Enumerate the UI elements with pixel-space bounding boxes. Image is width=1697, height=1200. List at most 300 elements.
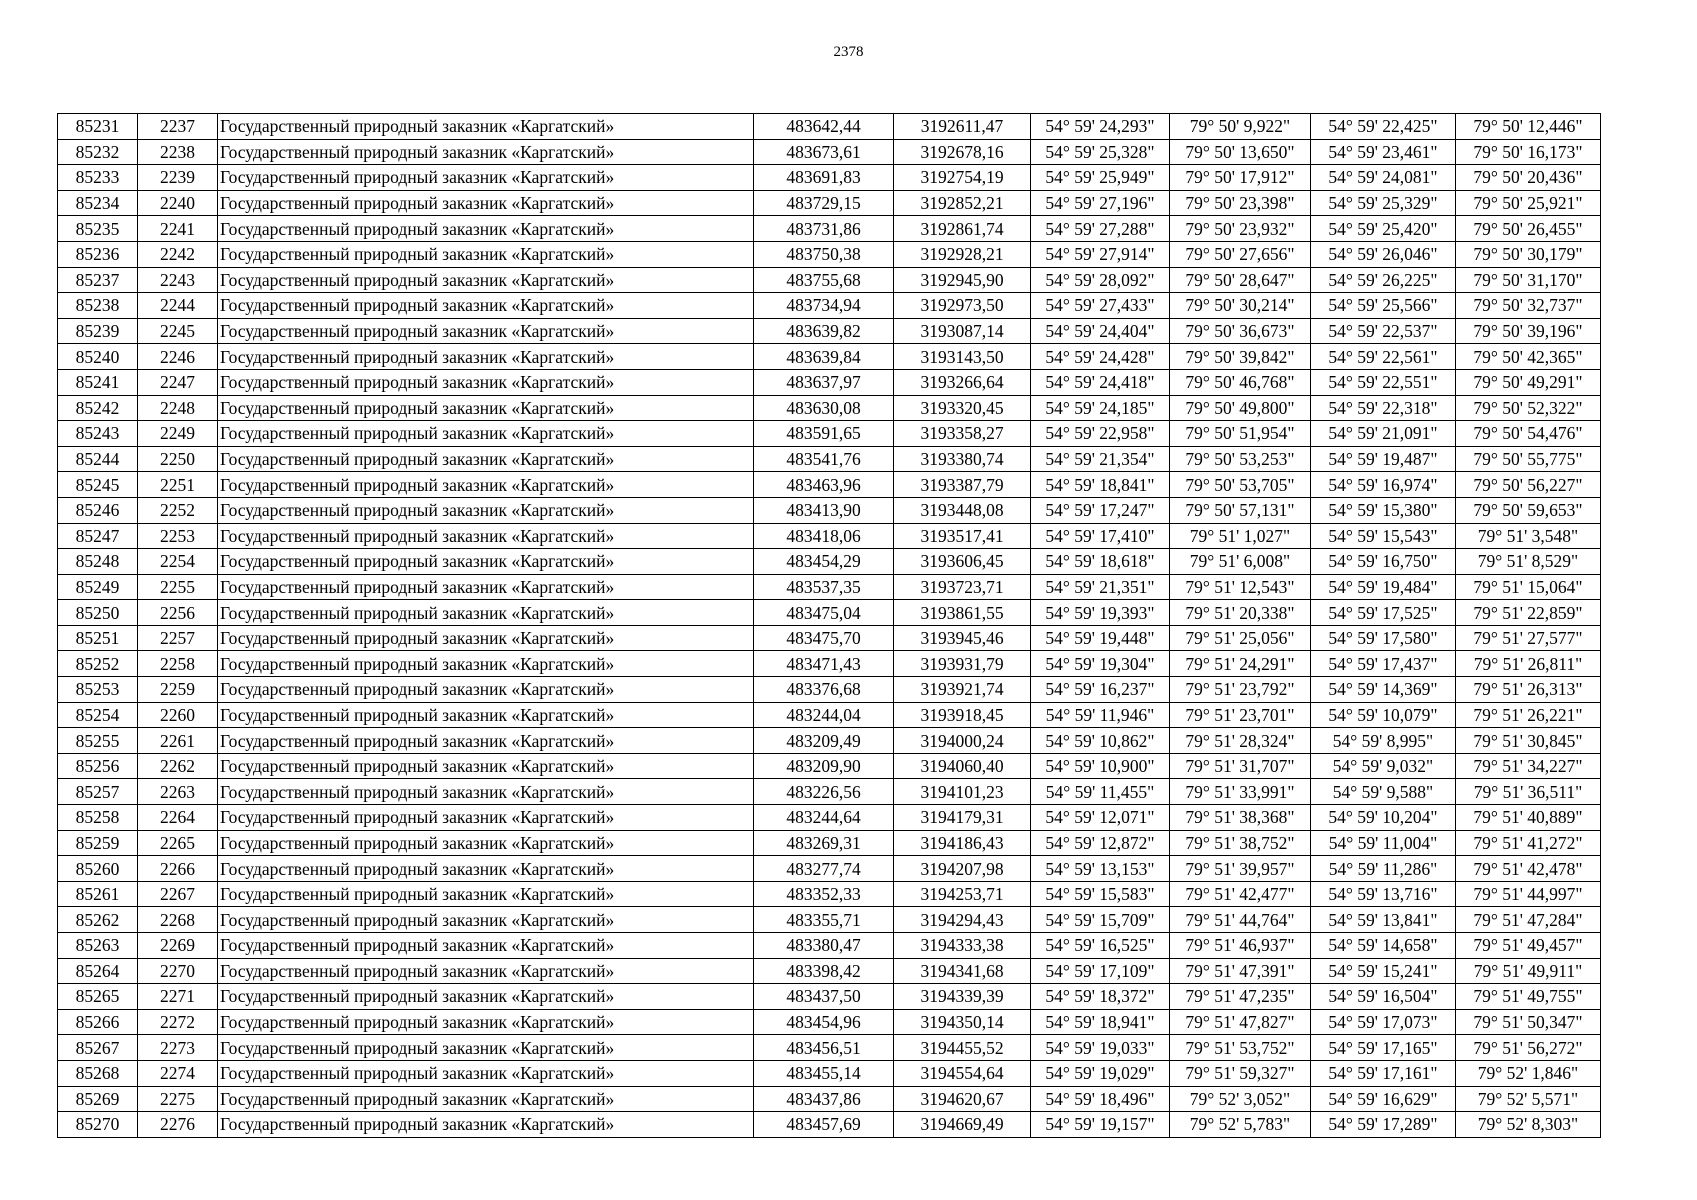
cell-point-number: 2259 bbox=[138, 677, 218, 703]
cell-record-number: 85267 bbox=[58, 1035, 138, 1061]
cell-coord-y: 3192678,16 bbox=[894, 139, 1031, 165]
cell-lat-2: 54° 59' 25,420" bbox=[1311, 216, 1456, 242]
cell-object-name: Государственный природный заказник «Каргатский» bbox=[218, 574, 754, 600]
cell-lon-2: 79° 50' 20,436" bbox=[1456, 165, 1601, 191]
cell-lon-2: 79° 52' 8,303" bbox=[1456, 1112, 1601, 1138]
cell-lat-2: 54° 59' 14,369" bbox=[1311, 677, 1456, 703]
cell-coord-x: 483471,43 bbox=[754, 651, 894, 677]
cell-lat-2: 54° 59' 14,658" bbox=[1311, 933, 1456, 959]
cell-lat-2: 54° 59' 24,081" bbox=[1311, 165, 1456, 191]
cell-coord-y: 3192861,74 bbox=[894, 216, 1031, 242]
cell-object-name: Государственный природный заказник «Каргатский» bbox=[218, 318, 754, 344]
cell-lat-1: 54° 59' 19,304" bbox=[1031, 651, 1170, 677]
cell-lon-1: 79° 50' 57,131" bbox=[1170, 497, 1311, 523]
cell-object-name: Государственный природный заказник «Каргатский» bbox=[218, 241, 754, 267]
table-row bbox=[58, 421, 1601, 447]
cell-coord-x: 483244,04 bbox=[754, 702, 894, 728]
cell-coord-y: 3194350,14 bbox=[894, 1009, 1031, 1035]
cell-object-name: Государственный природный заказник «Каргатский» bbox=[218, 369, 754, 395]
table-row bbox=[58, 805, 1601, 831]
cell-coord-x: 483209,49 bbox=[754, 728, 894, 754]
cell-lat-1: 54° 59' 24,293" bbox=[1031, 114, 1170, 140]
cell-coord-y: 3193380,74 bbox=[894, 446, 1031, 472]
cell-lon-2: 79° 51' 49,911" bbox=[1456, 958, 1601, 984]
cell-object-name: Государственный природный заказник «Каргатский» bbox=[218, 702, 754, 728]
cell-coord-y: 3194669,49 bbox=[894, 1112, 1031, 1138]
cell-object-name: Государственный природный заказник «Каргатский» bbox=[218, 267, 754, 293]
table-row bbox=[58, 549, 1601, 575]
cell-coord-y: 3194341,68 bbox=[894, 958, 1031, 984]
cell-coord-y: 3194620,67 bbox=[894, 1086, 1031, 1112]
table-row bbox=[58, 216, 1601, 242]
cell-lat-2: 54° 59' 23,461" bbox=[1311, 139, 1456, 165]
cell-lon-1: 79° 51' 23,792" bbox=[1170, 677, 1311, 703]
cell-point-number: 2246 bbox=[138, 344, 218, 370]
cell-coord-y: 3193320,45 bbox=[894, 395, 1031, 421]
cell-object-name: Государственный природный заказник «Каргатский» bbox=[218, 190, 754, 216]
cell-coord-y: 3194060,40 bbox=[894, 753, 1031, 779]
cell-coord-y: 3194186,43 bbox=[894, 830, 1031, 856]
cell-record-number: 85262 bbox=[58, 907, 138, 933]
cell-lat-2: 54° 59' 15,241" bbox=[1311, 958, 1456, 984]
cell-lat-1: 54° 59' 28,092" bbox=[1031, 267, 1170, 293]
cell-point-number: 2251 bbox=[138, 472, 218, 498]
table-row bbox=[58, 1035, 1601, 1061]
table-row bbox=[58, 472, 1601, 498]
cell-coord-y: 3192973,50 bbox=[894, 293, 1031, 319]
cell-lon-1: 79° 51' 24,291" bbox=[1170, 651, 1311, 677]
cell-lon-2: 79° 51' 49,755" bbox=[1456, 984, 1601, 1010]
cell-record-number: 85235 bbox=[58, 216, 138, 242]
cell-point-number: 2275 bbox=[138, 1086, 218, 1112]
cell-lat-1: 54° 59' 19,029" bbox=[1031, 1060, 1170, 1086]
table-row bbox=[58, 651, 1601, 677]
cell-object-name: Государственный природный заказник «Каргатский» bbox=[218, 984, 754, 1010]
cell-lon-2: 79° 50' 25,921" bbox=[1456, 190, 1601, 216]
cell-record-number: 85258 bbox=[58, 805, 138, 831]
table-row bbox=[58, 318, 1601, 344]
cell-object-name: Государственный природный заказник «Каргатский» bbox=[218, 830, 754, 856]
cell-lat-2: 54° 59' 17,161" bbox=[1311, 1060, 1456, 1086]
cell-point-number: 2242 bbox=[138, 241, 218, 267]
cell-lat-2: 54° 59' 19,487" bbox=[1311, 446, 1456, 472]
cell-record-number: 85234 bbox=[58, 190, 138, 216]
cell-record-number: 85251 bbox=[58, 625, 138, 651]
cell-point-number: 2240 bbox=[138, 190, 218, 216]
cell-coord-y: 3192928,21 bbox=[894, 241, 1031, 267]
cell-lat-1: 54° 59' 11,946" bbox=[1031, 702, 1170, 728]
cell-coord-x: 483673,61 bbox=[754, 139, 894, 165]
cell-lon-1: 79° 52' 3,052" bbox=[1170, 1086, 1311, 1112]
cell-lon-1: 79° 51' 6,008" bbox=[1170, 549, 1311, 575]
cell-coord-x: 483209,90 bbox=[754, 753, 894, 779]
cell-object-name: Государственный природный заказник «Каргатский» bbox=[218, 1086, 754, 1112]
cell-point-number: 2271 bbox=[138, 984, 218, 1010]
cell-point-number: 2250 bbox=[138, 446, 218, 472]
table-row bbox=[58, 293, 1601, 319]
cell-lon-1: 79° 51' 39,957" bbox=[1170, 856, 1311, 882]
table-body bbox=[58, 114, 1601, 1138]
cell-record-number: 85238 bbox=[58, 293, 138, 319]
cell-lon-2: 79° 50' 30,179" bbox=[1456, 241, 1601, 267]
cell-object-name: Государственный природный заказник «Каргатский» bbox=[218, 1009, 754, 1035]
cell-lat-1: 54° 59' 17,410" bbox=[1031, 523, 1170, 549]
cell-coord-x: 483541,76 bbox=[754, 446, 894, 472]
cell-lon-1: 79° 51' 46,937" bbox=[1170, 933, 1311, 959]
cell-lon-1: 79° 50' 17,912" bbox=[1170, 165, 1311, 191]
cell-lon-1: 79° 50' 46,768" bbox=[1170, 369, 1311, 395]
cell-record-number: 85269 bbox=[58, 1086, 138, 1112]
table-row bbox=[58, 165, 1601, 191]
cell-coord-y: 3193087,14 bbox=[894, 318, 1031, 344]
cell-coord-y: 3193723,71 bbox=[894, 574, 1031, 600]
cell-lat-2: 54° 59' 16,750" bbox=[1311, 549, 1456, 575]
cell-coord-x: 483642,44 bbox=[754, 114, 894, 140]
cell-point-number: 2239 bbox=[138, 165, 218, 191]
cell-lon-1: 79° 51' 25,056" bbox=[1170, 625, 1311, 651]
cell-lat-1: 54° 59' 18,941" bbox=[1031, 1009, 1170, 1035]
cell-lat-2: 54° 59' 16,504" bbox=[1311, 984, 1456, 1010]
cell-object-name: Государственный природный заказник «Каргатский» bbox=[218, 728, 754, 754]
cell-object-name: Государственный природный заказник «Каргатский» bbox=[218, 293, 754, 319]
cell-lon-1: 79° 51' 47,827" bbox=[1170, 1009, 1311, 1035]
cell-record-number: 85243 bbox=[58, 421, 138, 447]
cell-point-number: 2255 bbox=[138, 574, 218, 600]
cell-lon-2: 79° 50' 54,476" bbox=[1456, 421, 1601, 447]
cell-object-name: Государственный природный заказник «Каргатский» bbox=[218, 165, 754, 191]
cell-lat-1: 54° 59' 21,351" bbox=[1031, 574, 1170, 600]
cell-lon-2: 79° 50' 52,322" bbox=[1456, 395, 1601, 421]
cell-lon-2: 79° 51' 26,313" bbox=[1456, 677, 1601, 703]
table-row bbox=[58, 497, 1601, 523]
cell-coord-x: 483639,82 bbox=[754, 318, 894, 344]
cell-coord-y: 3192611,47 bbox=[894, 114, 1031, 140]
cell-object-name: Государственный природный заказник «Каргатский» bbox=[218, 625, 754, 651]
cell-coord-x: 483475,70 bbox=[754, 625, 894, 651]
cell-point-number: 2249 bbox=[138, 421, 218, 447]
table-row bbox=[58, 779, 1601, 805]
cell-record-number: 85246 bbox=[58, 497, 138, 523]
cell-record-number: 85237 bbox=[58, 267, 138, 293]
cell-coord-x: 483269,31 bbox=[754, 830, 894, 856]
cell-lon-1: 79° 51' 38,368" bbox=[1170, 805, 1311, 831]
cell-point-number: 2273 bbox=[138, 1035, 218, 1061]
cell-lat-1: 54° 59' 19,033" bbox=[1031, 1035, 1170, 1061]
cell-object-name: Государственный природный заказник «Каргатский» bbox=[218, 651, 754, 677]
cell-object-name: Государственный природный заказник «Каргатский» bbox=[218, 1060, 754, 1086]
cell-coord-x: 483457,69 bbox=[754, 1112, 894, 1138]
cell-lon-1: 79° 50' 51,954" bbox=[1170, 421, 1311, 447]
cell-point-number: 2244 bbox=[138, 293, 218, 319]
cell-lat-1: 54° 59' 27,288" bbox=[1031, 216, 1170, 242]
cell-lat-1: 54° 59' 12,071" bbox=[1031, 805, 1170, 831]
cell-record-number: 85260 bbox=[58, 856, 138, 882]
cell-lat-2: 54° 59' 17,437" bbox=[1311, 651, 1456, 677]
cell-lon-1: 79° 50' 53,705" bbox=[1170, 472, 1311, 498]
cell-record-number: 85259 bbox=[58, 830, 138, 856]
cell-coord-x: 483398,42 bbox=[754, 958, 894, 984]
cell-point-number: 2266 bbox=[138, 856, 218, 882]
cell-lon-2: 79° 50' 55,775" bbox=[1456, 446, 1601, 472]
cell-lon-1: 79° 51' 47,235" bbox=[1170, 984, 1311, 1010]
cell-lon-2: 79° 50' 26,455" bbox=[1456, 216, 1601, 242]
cell-lon-2: 79° 51' 30,845" bbox=[1456, 728, 1601, 754]
cell-coord-x: 483380,47 bbox=[754, 933, 894, 959]
cell-point-number: 2264 bbox=[138, 805, 218, 831]
cell-lon-2: 79° 51' 56,272" bbox=[1456, 1035, 1601, 1061]
table-row bbox=[58, 984, 1601, 1010]
cell-lon-1: 79° 50' 23,398" bbox=[1170, 190, 1311, 216]
cell-point-number: 2260 bbox=[138, 702, 218, 728]
cell-coord-x: 483630,08 bbox=[754, 395, 894, 421]
cell-object-name: Государственный природный заказник «Каргатский» bbox=[218, 114, 754, 140]
cell-point-number: 2241 bbox=[138, 216, 218, 242]
cell-point-number: 2257 bbox=[138, 625, 218, 651]
cell-lon-2: 79° 50' 16,173" bbox=[1456, 139, 1601, 165]
cell-lat-2: 54° 59' 17,073" bbox=[1311, 1009, 1456, 1035]
cell-coord-y: 3194207,98 bbox=[894, 856, 1031, 882]
table-row bbox=[58, 753, 1601, 779]
cell-record-number: 85263 bbox=[58, 933, 138, 959]
cell-lat-1: 54° 59' 10,900" bbox=[1031, 753, 1170, 779]
cell-object-name: Государственный природный заказник «Каргатский» bbox=[218, 446, 754, 472]
cell-object-name: Государственный природный заказник «Каргатский» bbox=[218, 549, 754, 575]
cell-coord-x: 483413,90 bbox=[754, 497, 894, 523]
cell-lon-1: 79° 50' 39,842" bbox=[1170, 344, 1311, 370]
cell-lon-2: 79° 51' 49,457" bbox=[1456, 933, 1601, 959]
table-row bbox=[58, 881, 1601, 907]
cell-coord-x: 483750,38 bbox=[754, 241, 894, 267]
table-row bbox=[58, 139, 1601, 165]
cell-lat-1: 54° 59' 27,914" bbox=[1031, 241, 1170, 267]
cell-record-number: 85266 bbox=[58, 1009, 138, 1035]
cell-lat-2: 54° 59' 19,484" bbox=[1311, 574, 1456, 600]
table-row bbox=[58, 446, 1601, 472]
coordinates-table bbox=[57, 113, 1601, 1138]
cell-record-number: 85244 bbox=[58, 446, 138, 472]
cell-point-number: 2267 bbox=[138, 881, 218, 907]
cell-lat-1: 54° 59' 25,328" bbox=[1031, 139, 1170, 165]
cell-lat-1: 54° 59' 13,153" bbox=[1031, 856, 1170, 882]
cell-coord-y: 3193861,55 bbox=[894, 600, 1031, 626]
cell-record-number: 85245 bbox=[58, 472, 138, 498]
cell-lat-2: 54° 59' 22,318" bbox=[1311, 395, 1456, 421]
table-row bbox=[58, 523, 1601, 549]
cell-lon-2: 79° 51' 40,889" bbox=[1456, 805, 1601, 831]
cell-lat-2: 54° 59' 16,974" bbox=[1311, 472, 1456, 498]
cell-coord-y: 3194000,24 bbox=[894, 728, 1031, 754]
cell-lon-2: 79° 52' 5,571" bbox=[1456, 1086, 1601, 1112]
table-row bbox=[58, 1086, 1601, 1112]
cell-lat-1: 54° 59' 19,448" bbox=[1031, 625, 1170, 651]
cell-point-number: 2245 bbox=[138, 318, 218, 344]
cell-point-number: 2253 bbox=[138, 523, 218, 549]
cell-lat-2: 54° 59' 10,204" bbox=[1311, 805, 1456, 831]
cell-point-number: 2270 bbox=[138, 958, 218, 984]
cell-point-number: 2269 bbox=[138, 933, 218, 959]
cell-coord-x: 483456,51 bbox=[754, 1035, 894, 1061]
cell-record-number: 85231 bbox=[58, 114, 138, 140]
cell-coord-y: 3193266,64 bbox=[894, 369, 1031, 395]
cell-lon-1: 79° 52' 5,783" bbox=[1170, 1112, 1311, 1138]
cell-lat-1: 54° 59' 18,841" bbox=[1031, 472, 1170, 498]
table-row bbox=[58, 190, 1601, 216]
cell-lon-2: 79° 51' 44,997" bbox=[1456, 881, 1601, 907]
cell-record-number: 85270 bbox=[58, 1112, 138, 1138]
cell-object-name: Государственный природный заказник «Каргатский» bbox=[218, 881, 754, 907]
cell-point-number: 2274 bbox=[138, 1060, 218, 1086]
cell-lat-1: 54° 59' 22,958" bbox=[1031, 421, 1170, 447]
cell-coord-x: 483355,71 bbox=[754, 907, 894, 933]
cell-coord-x: 483475,04 bbox=[754, 600, 894, 626]
cell-record-number: 85261 bbox=[58, 881, 138, 907]
cell-coord-x: 483454,29 bbox=[754, 549, 894, 575]
cell-lat-1: 54° 59' 15,709" bbox=[1031, 907, 1170, 933]
cell-lat-2: 54° 59' 9,032" bbox=[1311, 753, 1456, 779]
cell-lon-1: 79° 51' 20,338" bbox=[1170, 600, 1311, 626]
cell-lat-1: 54° 59' 27,196" bbox=[1031, 190, 1170, 216]
table-row bbox=[58, 395, 1601, 421]
cell-object-name: Государственный природный заказник «Каргатский» bbox=[218, 779, 754, 805]
cell-record-number: 85247 bbox=[58, 523, 138, 549]
cell-lon-2: 79° 50' 42,365" bbox=[1456, 344, 1601, 370]
cell-lat-2: 54° 59' 8,995" bbox=[1311, 728, 1456, 754]
cell-lon-2: 79° 51' 8,529" bbox=[1456, 549, 1601, 575]
cell-record-number: 85265 bbox=[58, 984, 138, 1010]
cell-lon-2: 79° 51' 36,511" bbox=[1456, 779, 1601, 805]
cell-coord-x: 483537,35 bbox=[754, 574, 894, 600]
cell-lon-1: 79° 51' 28,324" bbox=[1170, 728, 1311, 754]
cell-lat-2: 54° 59' 13,716" bbox=[1311, 881, 1456, 907]
cell-coord-y: 3194253,71 bbox=[894, 881, 1031, 907]
cell-lon-1: 79° 51' 1,027" bbox=[1170, 523, 1311, 549]
cell-lat-1: 54° 59' 24,404" bbox=[1031, 318, 1170, 344]
cell-coord-y: 3193931,79 bbox=[894, 651, 1031, 677]
table-row bbox=[58, 830, 1601, 856]
cell-coord-y: 3194179,31 bbox=[894, 805, 1031, 831]
cell-lat-1: 54° 59' 10,862" bbox=[1031, 728, 1170, 754]
cell-coord-y: 3193387,79 bbox=[894, 472, 1031, 498]
cell-lat-2: 54° 59' 21,091" bbox=[1311, 421, 1456, 447]
cell-record-number: 85264 bbox=[58, 958, 138, 984]
cell-lon-2: 79° 50' 39,196" bbox=[1456, 318, 1601, 344]
cell-record-number: 85242 bbox=[58, 395, 138, 421]
cell-lat-1: 54° 59' 18,372" bbox=[1031, 984, 1170, 1010]
cell-coord-x: 483734,94 bbox=[754, 293, 894, 319]
cell-lon-2: 79° 51' 22,859" bbox=[1456, 600, 1601, 626]
table-row bbox=[58, 702, 1601, 728]
cell-point-number: 2265 bbox=[138, 830, 218, 856]
cell-record-number: 85257 bbox=[58, 779, 138, 805]
cell-object-name: Государственный природный заказник «Каргатский» bbox=[218, 600, 754, 626]
cell-lon-1: 79° 51' 33,991" bbox=[1170, 779, 1311, 805]
cell-lon-2: 79° 50' 12,446" bbox=[1456, 114, 1601, 140]
cell-object-name: Государственный природный заказник «Каргатский» bbox=[218, 216, 754, 242]
cell-lat-2: 54° 59' 17,165" bbox=[1311, 1035, 1456, 1061]
cell-record-number: 85240 bbox=[58, 344, 138, 370]
cell-coord-x: 483437,50 bbox=[754, 984, 894, 1010]
cell-lat-1: 54° 59' 17,247" bbox=[1031, 497, 1170, 523]
table-row bbox=[58, 625, 1601, 651]
cell-point-number: 2247 bbox=[138, 369, 218, 395]
cell-lon-1: 79° 50' 27,656" bbox=[1170, 241, 1311, 267]
cell-object-name: Государственный природный заказник «Каргатский» bbox=[218, 677, 754, 703]
page-number: 2378 bbox=[833, 44, 864, 60]
cell-coord-y: 3194554,64 bbox=[894, 1060, 1031, 1086]
cell-point-number: 2262 bbox=[138, 753, 218, 779]
cell-lat-1: 54° 59' 18,618" bbox=[1031, 549, 1170, 575]
cell-lon-1: 79° 50' 13,650" bbox=[1170, 139, 1311, 165]
cell-object-name: Государственный природный заказник «Каргатский» bbox=[218, 344, 754, 370]
cell-coord-y: 3193517,41 bbox=[894, 523, 1031, 549]
cell-coord-y: 3192945,90 bbox=[894, 267, 1031, 293]
cell-lat-1: 54° 59' 24,418" bbox=[1031, 369, 1170, 395]
cell-lat-2: 54° 59' 26,046" bbox=[1311, 241, 1456, 267]
cell-coord-y: 3192754,19 bbox=[894, 165, 1031, 191]
table-row bbox=[58, 856, 1601, 882]
table-row bbox=[58, 677, 1601, 703]
cell-object-name: Государственный природный заказник «Каргатский» bbox=[218, 1035, 754, 1061]
cell-lon-2: 79° 50' 32,737" bbox=[1456, 293, 1601, 319]
cell-lat-1: 54° 59' 24,428" bbox=[1031, 344, 1170, 370]
cell-record-number: 85252 bbox=[58, 651, 138, 677]
cell-point-number: 2256 bbox=[138, 600, 218, 626]
cell-coord-x: 483591,65 bbox=[754, 421, 894, 447]
cell-lon-1: 79° 51' 44,764" bbox=[1170, 907, 1311, 933]
table-row bbox=[58, 1009, 1601, 1035]
cell-point-number: 2238 bbox=[138, 139, 218, 165]
cell-point-number: 2243 bbox=[138, 267, 218, 293]
cell-lon-1: 79° 50' 23,932" bbox=[1170, 216, 1311, 242]
cell-object-name: Государственный природный заказник «Каргатский» bbox=[218, 472, 754, 498]
cell-lon-2: 79° 51' 50,347" bbox=[1456, 1009, 1601, 1035]
cell-lat-1: 54° 59' 11,455" bbox=[1031, 779, 1170, 805]
cell-lon-2: 79° 51' 41,272" bbox=[1456, 830, 1601, 856]
cell-lon-1: 79° 50' 53,253" bbox=[1170, 446, 1311, 472]
cell-record-number: 85248 bbox=[58, 549, 138, 575]
cell-record-number: 85249 bbox=[58, 574, 138, 600]
cell-coord-y: 3194455,52 bbox=[894, 1035, 1031, 1061]
table-row bbox=[58, 241, 1601, 267]
cell-coord-x: 483729,15 bbox=[754, 190, 894, 216]
cell-lon-1: 79° 51' 23,701" bbox=[1170, 702, 1311, 728]
cell-record-number: 85253 bbox=[58, 677, 138, 703]
cell-point-number: 2263 bbox=[138, 779, 218, 805]
cell-record-number: 85255 bbox=[58, 728, 138, 754]
cell-lon-2: 79° 51' 26,811" bbox=[1456, 651, 1601, 677]
cell-point-number: 2248 bbox=[138, 395, 218, 421]
cell-lat-1: 54° 59' 17,109" bbox=[1031, 958, 1170, 984]
table-row bbox=[58, 369, 1601, 395]
cell-object-name: Государственный природный заказник «Каргатский» bbox=[218, 958, 754, 984]
cell-lat-1: 54° 59' 18,496" bbox=[1031, 1086, 1170, 1112]
cell-record-number: 85241 bbox=[58, 369, 138, 395]
cell-lon-1: 79° 50' 28,647" bbox=[1170, 267, 1311, 293]
cell-object-name: Государственный природный заказник «Каргатский» bbox=[218, 523, 754, 549]
table-row bbox=[58, 600, 1601, 626]
cell-record-number: 85236 bbox=[58, 241, 138, 267]
cell-object-name: Государственный природный заказник «Каргатский» bbox=[218, 856, 754, 882]
cell-coord-x: 483277,74 bbox=[754, 856, 894, 882]
cell-object-name: Государственный природный заказник «Каргатский» bbox=[218, 907, 754, 933]
cell-lon-2: 79° 50' 59,653" bbox=[1456, 497, 1601, 523]
table-row bbox=[58, 933, 1601, 959]
cell-lon-1: 79° 51' 47,391" bbox=[1170, 958, 1311, 984]
cell-lon-1: 79° 50' 36,673" bbox=[1170, 318, 1311, 344]
cell-record-number: 85254 bbox=[58, 702, 138, 728]
cell-object-name: Государственный природный заказник «Каргатский» bbox=[218, 497, 754, 523]
cell-point-number: 2237 bbox=[138, 114, 218, 140]
